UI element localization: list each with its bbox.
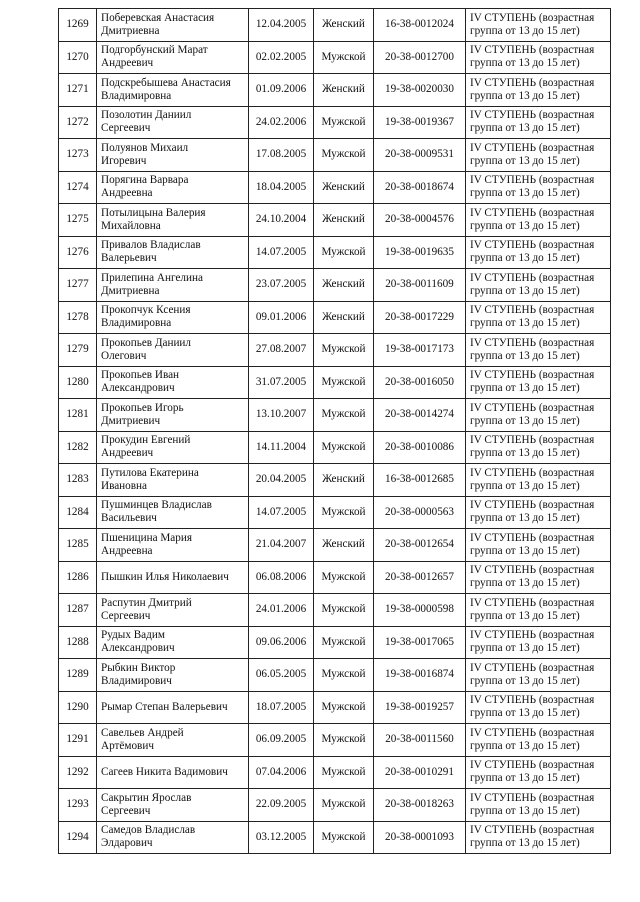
gender-cell: Мужской [314,691,374,724]
row-number-cell: 1289 [59,659,97,692]
stage-line-2: группа от 13 до 15 лет) [470,772,580,785]
birth-date-cell: 03.12.2005 [249,821,314,854]
full-name-cell [97,594,249,627]
row-number-cell: 1276 [59,236,97,269]
stage-line-1: IV СТУПЕНЬ (возрастная [470,11,595,24]
full-name-cell [97,204,249,237]
name-line-2: Андреевна [101,187,153,200]
row-number-cell: 1285 [59,529,97,562]
stage-line-1: IV СТУПЕНЬ (возрастная [470,401,595,414]
stage-cell [466,366,611,399]
stage-cell [466,301,611,334]
uin-cell: 20-38-0011609 [374,269,466,302]
name-line-1: Самедов Владислав [101,824,196,837]
table-row [59,301,611,334]
stage-line-1: IV СТУПЕНЬ (возрастная [470,271,595,284]
birth-date-cell: 18.04.2005 [249,171,314,204]
birth-date-cell: 06.09.2005 [249,724,314,757]
gender-cell: Мужской [314,821,374,854]
gender-cell: Мужской [314,561,374,594]
gender-cell: Мужской [314,139,374,172]
stage-line-2: группа от 13 до 15 лет) [470,512,580,525]
stage-line-2: группа от 13 до 15 лет) [470,577,580,590]
name-line-1: Сакрытин Ярослав [101,791,192,804]
name-line-2: Дмитриевна [101,24,160,37]
table-row [59,399,611,432]
stage-line-1: IV СТУПЕНЬ (возрастная [470,694,595,707]
row-number-cell: 1275 [59,204,97,237]
row-number-cell: 1272 [59,106,97,139]
table-row [59,74,611,107]
stage-line-2: группа от 13 до 15 лет) [470,284,580,297]
uin-cell: 19-38-0019257 [374,691,466,724]
birth-date-cell: 09.06.2006 [249,626,314,659]
name-line-1: Распутин Дмитрий [101,596,192,609]
row-number-cell: 1287 [59,594,97,627]
birth-date-cell: 17.08.2005 [249,139,314,172]
name-line-2: Александрович [101,382,175,395]
gender-cell: Мужской [314,41,374,74]
full-name-cell [97,431,249,464]
name-line-1: Пшеницина Мария [101,531,192,544]
name-line-2: Сергеевич [101,122,151,135]
row-number-cell: 1277 [59,269,97,302]
row-number-cell: 1280 [59,366,97,399]
table-row [59,366,611,399]
table-row [59,236,611,269]
name-line-1: Прокопчук Ксения [101,304,191,317]
table-row [59,659,611,692]
uin-cell: 20-38-0009531 [374,139,466,172]
uin-cell: 20-38-0018263 [374,789,466,822]
stage-line-2: группа от 13 до 15 лет) [470,219,580,232]
gender-cell: Мужской [314,399,374,432]
gender-cell: Женский [314,464,374,497]
full-name-cell [97,236,249,269]
table-row [59,626,611,659]
full-name-cell [97,756,249,789]
stage-line-1: IV СТУПЕНЬ (возрастная [470,531,595,544]
birth-date-cell: 31.07.2005 [249,366,314,399]
gender-cell: Мужской [314,789,374,822]
stage-cell [466,334,611,367]
name-line-1: Прокопьев Иван [101,369,180,382]
row-number-cell: 1294 [59,821,97,854]
stage-line-1: IV СТУПЕНЬ (возрастная [470,369,595,382]
gender-cell: Мужской [314,496,374,529]
uin-cell: 20-38-0011560 [374,724,466,757]
uin-cell: 19-38-0017065 [374,626,466,659]
table-row [59,691,611,724]
uin-cell: 20-38-0012700 [374,41,466,74]
name-line-2: Сергеевич [101,609,151,622]
uin-cell: 20-38-0000563 [374,496,466,529]
table-row [59,334,611,367]
stage-line-1: IV СТУПЕНЬ (возрастная [470,564,595,577]
name-line-2: Сергеевич [101,804,151,817]
stage-line-1: IV СТУПЕНЬ (возрастная [470,76,595,89]
table-row [59,269,611,302]
name-line-1: Рудых Вадим [101,629,165,642]
full-name-cell [97,301,249,334]
stage-line-1: IV СТУПЕНЬ (возрастная [470,661,595,674]
uin-cell: 20-38-0010291 [374,756,466,789]
stage-line-1: IV СТУПЕНЬ (возрастная [470,466,595,479]
stage-cell [466,724,611,757]
row-number-cell: 1273 [59,139,97,172]
table-row [59,106,611,139]
stage-line-2: группа от 13 до 15 лет) [470,609,580,622]
participants-table [58,8,611,854]
name-line-1: Полуянов Михаил [101,141,189,154]
stage-cell [466,236,611,269]
row-number-cell: 1281 [59,399,97,432]
birth-date-cell: 12.04.2005 [249,9,314,42]
full-name-cell [97,496,249,529]
stage-cell [466,269,611,302]
table-row [59,529,611,562]
stage-line-1: IV СТУПЕНЬ (возрастная [470,336,595,349]
stage-cell [466,139,611,172]
table-row [59,821,611,854]
stage-line-1: IV СТУПЕНЬ (возрастная [470,434,595,447]
full-name-cell [97,399,249,432]
stage-line-1: IV СТУПЕНЬ (возрастная [470,726,595,739]
uin-cell: 19-38-0019635 [374,236,466,269]
name-line-1: Прилепина Ангелина [101,271,203,284]
birth-date-cell: 14.07.2005 [249,236,314,269]
name-line-2: Игоревич [101,154,147,167]
stage-line-2: группа от 13 до 15 лет) [470,674,580,687]
row-number-cell: 1278 [59,301,97,334]
gender-cell: Женский [314,74,374,107]
name-line-1: Прокопьев Игорь [101,401,184,414]
uin-cell: 20-38-0001093 [374,821,466,854]
uin-cell: 19-38-0017173 [374,334,466,367]
gender-cell: Мужской [314,626,374,659]
uin-cell: 19-38-0000598 [374,594,466,627]
birth-date-cell: 14.07.2005 [249,496,314,529]
stage-cell [466,496,611,529]
full-name-cell [97,74,249,107]
name-line-2: Артёмович [101,739,154,752]
gender-cell: Женский [314,204,374,237]
stage-line-2: группа от 13 до 15 лет) [470,89,580,102]
uin-cell: 20-38-0012657 [374,561,466,594]
uin-cell: 20-38-0004576 [374,204,466,237]
full-name-cell [97,171,249,204]
gender-cell: Мужской [314,756,374,789]
table-body [59,9,611,854]
uin-cell: 19-38-0020030 [374,74,466,107]
gender-cell: Мужской [314,659,374,692]
full-name-cell [97,659,249,692]
gender-cell: Мужской [314,366,374,399]
row-number-cell: 1288 [59,626,97,659]
stage-cell [466,626,611,659]
row-number-cell: 1286 [59,561,97,594]
birth-date-cell: 14.11.2004 [249,431,314,464]
stage-cell [466,431,611,464]
stage-cell [466,464,611,497]
name-line-1: Поберевская Анастасия [101,11,215,24]
row-number-cell: 1274 [59,171,97,204]
birth-date-cell: 07.04.2006 [249,756,314,789]
birth-date-cell: 27.08.2007 [249,334,314,367]
stage-line-2: группа от 13 до 15 лет) [470,349,580,362]
table-row [59,464,611,497]
name-line-2: Михайловна [101,219,161,232]
uin-cell: 20-38-0018674 [374,171,466,204]
stage-line-2: группа от 13 до 15 лет) [470,804,580,817]
name-line-1: Потылицына Валерия [101,206,206,219]
stage-line-1: IV СТУПЕНЬ (возрастная [470,174,595,187]
row-number-cell: 1291 [59,724,97,757]
stage-line-2: группа от 13 до 15 лет) [470,707,580,720]
row-number-cell: 1279 [59,334,97,367]
stage-line-2: группа от 13 до 15 лет) [470,739,580,752]
name-line-1: Пышкин Илья Николаевич [101,570,229,583]
full-name-cell [97,626,249,659]
uin-cell: 20-38-0017229 [374,301,466,334]
stage-line-2: группа от 13 до 15 лет) [470,414,580,427]
stage-cell [466,106,611,139]
stage-cell [466,9,611,42]
row-number-cell: 1284 [59,496,97,529]
name-line-1: Привалов Владислав [101,239,201,252]
name-line-2: Александрович [101,642,175,655]
full-name-cell [97,41,249,74]
gender-cell: Мужской [314,724,374,757]
gender-cell: Мужской [314,236,374,269]
name-line-2: Владимирович [101,674,172,687]
table-row [59,431,611,464]
name-line-1: Пушминцев Владислав [101,499,212,512]
birth-date-cell: 09.01.2006 [249,301,314,334]
stage-line-2: группа от 13 до 15 лет) [470,252,580,265]
birth-date-cell: 06.08.2006 [249,561,314,594]
name-line-2: Андреевна [101,544,153,557]
name-line-1: Позолотин Даниил [101,109,192,122]
birth-date-cell: 24.02.2006 [249,106,314,139]
uin-cell: 16-38-0012685 [374,464,466,497]
uin-cell: 20-38-0014274 [374,399,466,432]
stage-line-2: группа от 13 до 15 лет) [470,154,580,167]
gender-cell: Мужской [314,106,374,139]
name-line-1: Путилова Екатерина [101,466,199,479]
gender-cell: Женский [314,269,374,302]
stage-cell [466,204,611,237]
name-line-2: Дмитриевич [101,414,161,427]
stage-line-1: IV СТУПЕНЬ (возрастная [470,824,595,837]
birth-date-cell: 13.10.2007 [249,399,314,432]
full-name-cell [97,334,249,367]
full-name-cell [97,561,249,594]
stage-cell [466,821,611,854]
table-row [59,724,611,757]
table-row [59,789,611,822]
name-line-1: Сагеев Никита Вадимович [101,765,228,778]
birth-date-cell: 24.10.2004 [249,204,314,237]
full-name-cell [97,366,249,399]
full-name-cell [97,9,249,42]
name-line-1: Рымар Степан Валерьевич [101,700,228,713]
name-line-1: Порягина Варвара [101,174,189,187]
row-number-cell: 1270 [59,41,97,74]
stage-line-2: группа от 13 до 15 лет) [470,57,580,70]
full-name-cell [97,724,249,757]
name-line-1: Рыбкин Виктор [101,661,176,674]
stage-line-2: группа от 13 до 15 лет) [470,187,580,200]
table-row [59,561,611,594]
gender-cell: Мужской [314,431,374,464]
name-line-1: Прокудин Евгений [101,434,191,447]
table-row [59,9,611,42]
name-line-1: Подскребышева Анастасия [101,76,231,89]
stage-cell [466,74,611,107]
stage-line-1: IV СТУПЕНЬ (возрастная [470,596,595,609]
name-line-1: Савельев Андрей [101,726,184,739]
stage-cell [466,789,611,822]
name-line-2: Дмитриевна [101,284,160,297]
name-line-2: Олегович [101,349,147,362]
stage-line-2: группа от 13 до 15 лет) [470,479,580,492]
birth-date-cell: 20.04.2005 [249,464,314,497]
full-name-cell [97,464,249,497]
birth-date-cell: 01.09.2006 [249,74,314,107]
table-row [59,204,611,237]
stage-line-2: группа от 13 до 15 лет) [470,544,580,557]
name-line-2: Элдарович [101,837,153,850]
table-row [59,171,611,204]
birth-date-cell: 18.07.2005 [249,691,314,724]
stage-line-1: IV СТУПЕНЬ (возрастная [470,499,595,512]
gender-cell: Мужской [314,594,374,627]
full-name-cell [97,691,249,724]
name-line-2: Владимировна [101,89,172,102]
name-line-2: Андреевич [101,447,154,460]
name-line-2: Андреевич [101,57,154,70]
stage-cell [466,659,611,692]
stage-line-1: IV СТУПЕНЬ (возрастная [470,141,595,154]
stage-cell [466,561,611,594]
stage-line-2: группа от 13 до 15 лет) [470,317,580,330]
table-row [59,594,611,627]
name-line-1: Прокопьев Даниил [101,336,192,349]
stage-cell [466,594,611,627]
stage-cell [466,756,611,789]
stage-line-2: группа от 13 до 15 лет) [470,642,580,655]
stage-cell [466,691,611,724]
full-name-cell [97,139,249,172]
stage-line-1: IV СТУПЕНЬ (возрастная [470,791,595,804]
stage-cell [466,399,611,432]
gender-cell: Женский [314,301,374,334]
row-number-cell: 1271 [59,74,97,107]
stage-line-1: IV СТУПЕНЬ (возрастная [470,304,595,317]
full-name-cell [97,529,249,562]
birth-date-cell: 06.05.2005 [249,659,314,692]
gender-cell: Мужской [314,334,374,367]
row-number-cell: 1283 [59,464,97,497]
full-name-cell [97,269,249,302]
stage-line-2: группа от 13 до 15 лет) [470,382,580,395]
uin-cell: 20-38-0012654 [374,529,466,562]
stage-cell [466,529,611,562]
birth-date-cell: 24.01.2006 [249,594,314,627]
birth-date-cell: 21.04.2007 [249,529,314,562]
name-line-1: Подгорбунский Марат [101,44,208,57]
document-page [58,8,610,854]
stage-line-2: группа от 13 до 15 лет) [470,447,580,460]
gender-cell: Женский [314,171,374,204]
gender-cell: Женский [314,9,374,42]
table-row [59,41,611,74]
row-number-cell: 1282 [59,431,97,464]
stage-line-1: IV СТУПЕНЬ (возрастная [470,759,595,772]
full-name-cell [97,106,249,139]
table-row [59,139,611,172]
birth-date-cell: 02.02.2005 [249,41,314,74]
birth-date-cell: 22.09.2005 [249,789,314,822]
stage-line-1: IV СТУПЕНЬ (возрастная [470,206,595,219]
name-line-2: Ивановна [101,479,147,492]
row-number-cell: 1292 [59,756,97,789]
row-number-cell: 1290 [59,691,97,724]
gender-cell: Женский [314,529,374,562]
full-name-cell [97,821,249,854]
uin-cell: 20-38-0016050 [374,366,466,399]
uin-cell: 16-38-0012024 [374,9,466,42]
stage-line-2: группа от 13 до 15 лет) [470,122,580,135]
full-name-cell [97,789,249,822]
name-line-2: Валерьевич [101,252,157,265]
stage-line-2: группа от 13 до 15 лет) [470,24,580,37]
table-row [59,496,611,529]
stage-line-1: IV СТУПЕНЬ (возрастная [470,239,595,252]
name-line-2: Васильевич [101,512,157,525]
stage-line-1: IV СТУПЕНЬ (возрастная [470,44,595,57]
uin-cell: 19-38-0019367 [374,106,466,139]
table-row [59,756,611,789]
stage-cell [466,171,611,204]
stage-line-1: IV СТУПЕНЬ (возрастная [470,109,595,122]
name-line-2: Владимировна [101,317,172,330]
birth-date-cell: 23.07.2005 [249,269,314,302]
stage-line-1: IV СТУПЕНЬ (возрастная [470,629,595,642]
uin-cell: 19-38-0016874 [374,659,466,692]
row-number-cell: 1269 [59,9,97,42]
uin-cell: 20-38-0010086 [374,431,466,464]
row-number-cell: 1293 [59,789,97,822]
stage-line-2: группа от 13 до 15 лет) [470,837,580,850]
stage-cell [466,41,611,74]
